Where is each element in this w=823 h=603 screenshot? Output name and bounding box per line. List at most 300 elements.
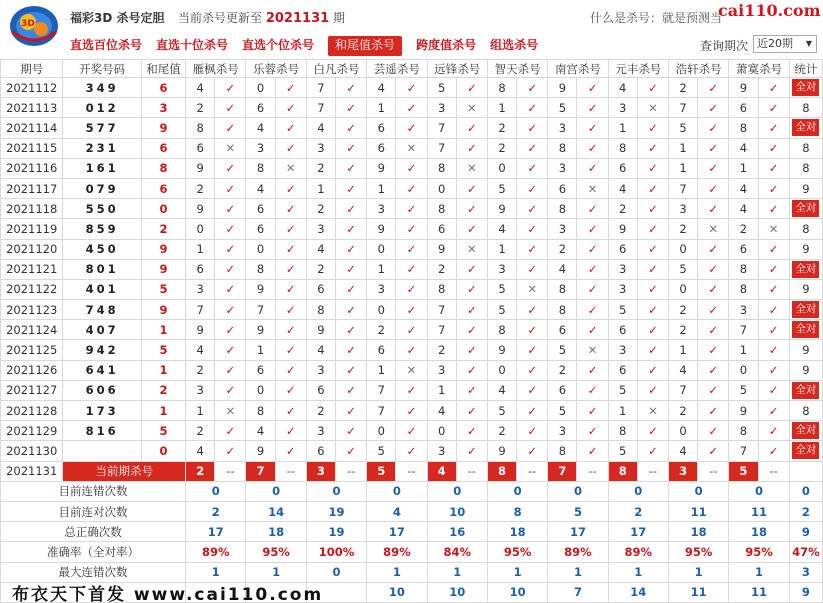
check-icon: ✓ [396, 401, 427, 421]
column-header: 和尾值 [141, 60, 185, 78]
kill-value-cell: 7 [367, 401, 396, 421]
kill-value-cell: 2 [668, 78, 697, 98]
stats-value-cell: 10 [427, 501, 487, 521]
check-icon: ✓ [456, 300, 487, 320]
check-icon: ✓ [517, 199, 548, 219]
check-icon: ✓ [637, 78, 668, 98]
kill-value-cell: 0 [246, 239, 275, 259]
period-cell: 2021128 [1, 401, 63, 421]
stats-value-cell: 1 [487, 562, 547, 582]
check-icon: ✓ [396, 118, 427, 138]
stat-cell [789, 118, 822, 138]
kill-value-cell: 8 [729, 259, 758, 279]
kill-value-cell: 3 [306, 421, 335, 441]
stats-value-cell: 7 [548, 582, 608, 602]
period-cell: 2021114 [1, 118, 63, 138]
kill-value-cell: 3 [729, 300, 758, 320]
period-cell: 2021123 [1, 300, 63, 320]
kill-value-cell: 3 [608, 340, 637, 360]
all-correct-badge: 全对 [792, 79, 819, 96]
kill-value-cell: 8 [548, 279, 577, 299]
draw-number-cell: 401 [63, 279, 141, 299]
kill-value-cell: 8 [548, 300, 577, 320]
kill-value-cell: 3 [548, 219, 577, 239]
kill-value-cell: 9 [608, 219, 637, 239]
table-row [1, 158, 823, 178]
check-icon: ✓ [698, 401, 729, 421]
check-icon: ✓ [758, 441, 789, 461]
kill-value-cell: 6 [367, 118, 396, 138]
kill-value-cell: 6 [608, 239, 637, 259]
table-row [1, 340, 823, 360]
check-icon: ✓ [336, 158, 367, 178]
kill-value-cell: 0 [668, 239, 697, 259]
tab-4[interactable]: 跨度值杀号 [416, 38, 477, 52]
prediction-cell: 3 [668, 461, 697, 481]
kill-value-cell: 6 [548, 178, 577, 198]
check-icon: ✓ [336, 340, 367, 360]
stat-cell: 8 [789, 138, 822, 158]
column-header: 统计 [789, 60, 822, 78]
stat-cell: 8 [789, 98, 822, 118]
column-header: 浩轩杀号 [668, 60, 728, 78]
prediction-cell: 4 [427, 461, 456, 481]
check-icon: ✓ [456, 199, 487, 219]
stats-value-cell: 0 [367, 481, 427, 501]
check-icon: ✓ [577, 98, 608, 118]
stats-value-cell: 2 [186, 501, 246, 521]
check-icon: ✓ [758, 158, 789, 178]
kill-value-cell: 5 [548, 340, 577, 360]
kill-value-cell: 4 [487, 380, 516, 400]
kill-value-cell: 6 [246, 219, 275, 239]
stat-cell [789, 380, 822, 400]
table-row [1, 401, 823, 421]
sum-tail-cell: 6 [141, 178, 185, 198]
check-icon: ✓ [336, 219, 367, 239]
table-row [1, 118, 823, 138]
kill-value-cell: 6 [427, 219, 456, 239]
column-header: 乐蓉杀号 [246, 60, 306, 78]
stats-value-cell: 19 [306, 501, 366, 521]
kill-value-cell: 8 [246, 259, 275, 279]
kill-value-cell: 4 [729, 138, 758, 158]
check-icon: ✓ [517, 118, 548, 138]
tab-bar [70, 36, 552, 56]
stat-cell [789, 78, 822, 98]
kill-value-cell: 4 [246, 178, 275, 198]
kill-value-cell: 3 [487, 259, 516, 279]
check-icon: ✓ [517, 441, 548, 461]
kill-value-cell: 2 [306, 158, 335, 178]
table-row [1, 199, 823, 219]
check-icon: ✓ [396, 320, 427, 340]
kill-value-cell: 9 [186, 158, 215, 178]
stats-value-cell: 0 [668, 481, 728, 501]
tab-5[interactable]: 组选杀号 [490, 38, 539, 52]
whatis-text: 什么是杀号：就是预测当 [590, 11, 723, 25]
stats-value-cell: 95% [729, 542, 789, 562]
check-icon: ✓ [275, 219, 306, 239]
sum-tail-cell: 9 [141, 118, 185, 138]
kill-value-cell: 1 [367, 98, 396, 118]
stats-value-cell: 14 [608, 582, 668, 602]
sum-tail-cell: 5 [141, 279, 185, 299]
kill-value-cell: 7 [427, 300, 456, 320]
kill-value-cell: 2 [729, 219, 758, 239]
prediction-cell: 2 [186, 461, 215, 481]
stats-value-cell: 3 [789, 562, 822, 582]
kill-value-cell: 8 [729, 421, 758, 441]
stat-cell [789, 441, 822, 461]
brand-title: 福彩3D 杀号定胆 [70, 11, 165, 25]
kill-value-cell: 1 [608, 118, 637, 138]
table-row [1, 380, 823, 400]
check-icon: ✓ [396, 239, 427, 259]
check-icon: ✓ [698, 239, 729, 259]
update-info: 当前杀号更新至 2021131 期 [178, 11, 346, 26]
check-icon: ✓ [577, 320, 608, 340]
kill-value-cell: 1 [367, 259, 396, 279]
stats-value-cell: 11 [668, 582, 728, 602]
kill-value-cell: 3 [608, 259, 637, 279]
check-icon: ✓ [517, 98, 548, 118]
stat-cell: 9 [789, 178, 822, 198]
stats-value-cell: 89% [186, 542, 246, 562]
check-icon: ✓ [758, 279, 789, 299]
stat-cell [789, 421, 822, 441]
stats-label-cell: 总正确次数 [1, 522, 186, 542]
site-watermark: cai110.com [718, 1, 821, 20]
period-cell: 2021127 [1, 380, 63, 400]
kill-value-cell: 7 [427, 320, 456, 340]
check-icon: ✓ [396, 199, 427, 219]
kill-value-cell: 2 [548, 360, 577, 380]
kill-value-cell: 3 [548, 421, 577, 441]
check-icon: ✓ [456, 118, 487, 138]
stats-value-cell: 100% [306, 542, 366, 562]
check-icon: ✓ [517, 340, 548, 360]
stats-value-cell: 16 [427, 522, 487, 542]
check-icon: ✓ [275, 98, 306, 118]
all-correct-badge: 全对 [792, 321, 819, 338]
check-icon: ✓ [275, 401, 306, 421]
stats-value-cell: 84% [427, 542, 487, 562]
kill-value-cell: 4 [608, 78, 637, 98]
check-icon: ✓ [336, 259, 367, 279]
check-icon: ✓ [275, 300, 306, 320]
kill-value-cell: 9 [729, 401, 758, 421]
tab-0[interactable]: 直选百位杀号 [70, 38, 143, 52]
cross-icon: ✕ [396, 138, 427, 158]
draw-number-cell: 550 [63, 199, 141, 219]
check-icon: ✓ [637, 239, 668, 259]
check-icon: ✓ [517, 259, 548, 279]
kill-value-cell: 0 [367, 421, 396, 441]
check-icon: ✓ [517, 300, 548, 320]
period-cell: 2021122 [1, 279, 63, 299]
check-icon: ✓ [758, 239, 789, 259]
stat-cell: 9 [789, 340, 822, 360]
stats-value-cell: 17 [367, 522, 427, 542]
period-cell: 2021131 [1, 461, 63, 481]
check-icon: ✓ [577, 421, 608, 441]
dash-cell: -- [396, 461, 427, 481]
kill-value-cell: 2 [668, 219, 697, 239]
stats-label-cell: 目前连错次数 [1, 481, 186, 501]
check-icon: ✓ [758, 138, 789, 158]
check-icon: ✓ [275, 178, 306, 198]
stats-value-cell: 10 [487, 582, 547, 602]
period-select[interactable]: 近20期 ▼ [753, 35, 817, 53]
stats-value-cell: 47% [789, 542, 822, 562]
tab-1[interactable]: 直选十位杀号 [156, 38, 229, 52]
kill-value-cell: 1 [367, 360, 396, 380]
check-icon: ✓ [637, 138, 668, 158]
kill-value-cell: 1 [608, 401, 637, 421]
kill-value-cell: 0 [729, 360, 758, 380]
stats-value-cell: 18 [729, 522, 789, 542]
kill-value-cell: 8 [306, 300, 335, 320]
kill-value-cell: 2 [186, 360, 215, 380]
kill-value-cell: 6 [306, 380, 335, 400]
kill-value-cell: 5 [608, 300, 637, 320]
stats-value-cell: 17 [608, 522, 668, 542]
stats-value-cell: 0 [487, 481, 547, 501]
check-icon: ✓ [275, 199, 306, 219]
stats-value-cell: 0 [548, 481, 608, 501]
kill-value-cell: 3 [427, 98, 456, 118]
check-icon: ✓ [275, 380, 306, 400]
check-icon: ✓ [637, 118, 668, 138]
kill-value-cell: 2 [487, 138, 516, 158]
check-icon: ✓ [336, 138, 367, 158]
kill-value-cell: 8 [548, 138, 577, 158]
stats-value-cell: 95% [487, 542, 547, 562]
check-icon: ✓ [517, 219, 548, 239]
stats-value-cell: 95% [668, 542, 728, 562]
check-icon: ✓ [275, 118, 306, 138]
table-row [1, 138, 823, 158]
check-icon: ✓ [215, 279, 246, 299]
sum-tail-cell: 9 [141, 300, 185, 320]
period-cell: 2021130 [1, 441, 63, 461]
check-icon: ✓ [637, 380, 668, 400]
check-icon: ✓ [396, 78, 427, 98]
check-icon: ✓ [215, 199, 246, 219]
kill-value-cell: 9 [487, 340, 516, 360]
cross-icon: ✕ [577, 340, 608, 360]
check-icon: ✓ [698, 320, 729, 340]
stats-value-cell: 0 [186, 481, 246, 501]
column-header: 芸遥杀号 [367, 60, 427, 78]
kill-value-cell: 2 [487, 421, 516, 441]
all-correct-badge: 全对 [792, 301, 819, 318]
kill-value-cell: 9 [367, 158, 396, 178]
check-icon: ✓ [396, 421, 427, 441]
kill-value-cell: 5 [608, 441, 637, 461]
column-header: 远锋杀号 [427, 60, 487, 78]
dash-cell: -- [637, 461, 668, 481]
check-icon: ✓ [336, 178, 367, 198]
check-icon: ✓ [698, 158, 729, 178]
check-icon: ✓ [577, 78, 608, 98]
stats-value-cell: 1 [367, 562, 427, 582]
sum-tail-cell: 1 [141, 360, 185, 380]
draw-number-cell: 450 [63, 239, 141, 259]
kill-value-cell: 0 [367, 300, 396, 320]
sum-tail-cell: 6 [141, 78, 185, 98]
tab-2[interactable]: 直选个位杀号 [242, 38, 315, 52]
check-icon: ✓ [336, 78, 367, 98]
check-icon: ✓ [456, 401, 487, 421]
stats-value-cell: 1 [548, 562, 608, 582]
check-icon: ✓ [758, 199, 789, 219]
stats-value-cell: 89% [367, 542, 427, 562]
kill-value-cell: 5 [668, 259, 697, 279]
check-icon: ✓ [698, 421, 729, 441]
check-icon: ✓ [215, 98, 246, 118]
check-icon: ✓ [637, 219, 668, 239]
kill-value-cell: 9 [306, 320, 335, 340]
all-correct-badge: 全对 [792, 200, 819, 217]
check-icon: ✓ [698, 98, 729, 118]
kill-value-cell: 5 [487, 178, 516, 198]
kill-value-cell: 1 [487, 98, 516, 118]
kill-value-cell: 9 [427, 239, 456, 259]
kill-table [0, 59, 823, 603]
dash-cell: -- [215, 461, 246, 481]
kill-value-cell: 4 [186, 441, 215, 461]
check-icon: ✓ [577, 138, 608, 158]
check-icon: ✓ [758, 259, 789, 279]
kill-value-cell: 2 [186, 98, 215, 118]
footer [0, 578, 823, 603]
check-icon: ✓ [215, 300, 246, 320]
cross-icon: ✕ [275, 158, 306, 178]
stats-value-cell: 17 [548, 522, 608, 542]
tab-3[interactable]: 和尾值杀号 [328, 36, 402, 56]
sum-tail-cell: 0 [141, 199, 185, 219]
stat-cell [789, 300, 822, 320]
check-icon: ✓ [577, 279, 608, 299]
period-label: 查询期次 [700, 39, 749, 53]
kill-value-cell: 6 [608, 158, 637, 178]
draw-number-cell: 816 [63, 421, 141, 441]
check-icon: ✓ [396, 259, 427, 279]
period-cell: 2021118 [1, 199, 63, 219]
check-icon: ✓ [698, 118, 729, 138]
kill-value-cell: 8 [608, 138, 637, 158]
stats-value-cell: 1 [246, 562, 306, 582]
kill-value-cell: 7 [729, 441, 758, 461]
kill-value-cell: 8 [548, 441, 577, 461]
check-icon: ✓ [215, 421, 246, 441]
kill-value-cell: 3 [306, 360, 335, 380]
kill-value-cell: 8 [246, 401, 275, 421]
check-icon: ✓ [215, 380, 246, 400]
sum-tail-cell: 9 [141, 259, 185, 279]
draw-number-cell: 859 [63, 219, 141, 239]
stats-value-cell: 2 [789, 501, 822, 521]
kill-value-cell: 1 [246, 340, 275, 360]
kill-value-cell: 9 [246, 279, 275, 299]
kill-value-cell: 4 [306, 118, 335, 138]
stats-value-cell: 0 [306, 481, 366, 501]
kill-value-cell: 6 [246, 360, 275, 380]
kill-value-cell: 9 [186, 199, 215, 219]
table-row [1, 219, 823, 239]
stats-row [1, 542, 823, 562]
update-period: 2021131 [265, 11, 330, 26]
period-cell: 2021112 [1, 78, 63, 98]
logo-icon [8, 2, 60, 48]
column-header: 雁枫杀号 [186, 60, 246, 78]
draw-number-cell: 079 [63, 178, 141, 198]
kill-value-cell: 4 [306, 239, 335, 259]
check-icon: ✓ [456, 340, 487, 360]
kill-value-cell: 7 [668, 98, 697, 118]
kill-value-cell: 8 [246, 158, 275, 178]
stats-value-cell: 0 [427, 481, 487, 501]
period-cell: 2021126 [1, 360, 63, 380]
prediction-cell: 7 [246, 461, 275, 481]
kill-value-cell: 9 [548, 78, 577, 98]
kill-value-cell: 1 [729, 340, 758, 360]
cross-icon: ✕ [456, 98, 487, 118]
kill-value-cell: 6 [186, 259, 215, 279]
check-icon: ✓ [758, 300, 789, 320]
sum-tail-cell: 1 [141, 320, 185, 340]
kill-value-cell: 0 [487, 158, 516, 178]
kill-value-cell: 5 [487, 279, 516, 299]
check-icon: ✓ [698, 279, 729, 299]
check-icon: ✓ [396, 380, 427, 400]
check-icon: ✓ [577, 441, 608, 461]
stat-cell: 8 [789, 219, 822, 239]
cross-icon: ✕ [517, 279, 548, 299]
check-icon: ✓ [336, 300, 367, 320]
stats-value-cell: 0 [246, 481, 306, 501]
check-icon: ✓ [758, 340, 789, 360]
column-header: 智天杀号 [487, 60, 547, 78]
stats-value-cell: 0 [306, 562, 366, 582]
check-icon: ✓ [456, 138, 487, 158]
kill-value-cell: 8 [729, 118, 758, 138]
check-icon: ✓ [456, 279, 487, 299]
kill-value-cell: 9 [367, 219, 396, 239]
kill-value-cell: 7 [427, 118, 456, 138]
table-row [1, 300, 823, 320]
check-icon: ✓ [456, 78, 487, 98]
check-icon: ✓ [275, 279, 306, 299]
kill-value-cell: 6 [729, 239, 758, 259]
kill-value-cell: 1 [487, 239, 516, 259]
prediction-cell: 8 [608, 461, 637, 481]
check-icon: ✓ [577, 380, 608, 400]
sum-tail-cell: 5 [141, 340, 185, 360]
check-icon: ✓ [517, 239, 548, 259]
table-row [1, 259, 823, 279]
stats-value-cell: 18 [668, 522, 728, 542]
sum-tail-cell: 5 [141, 421, 185, 441]
table-row [1, 421, 823, 441]
check-icon: ✓ [336, 279, 367, 299]
kill-value-cell: 9 [487, 199, 516, 219]
kill-value-cell: 5 [548, 98, 577, 118]
kill-value-cell: 7 [306, 98, 335, 118]
check-icon: ✓ [758, 421, 789, 441]
